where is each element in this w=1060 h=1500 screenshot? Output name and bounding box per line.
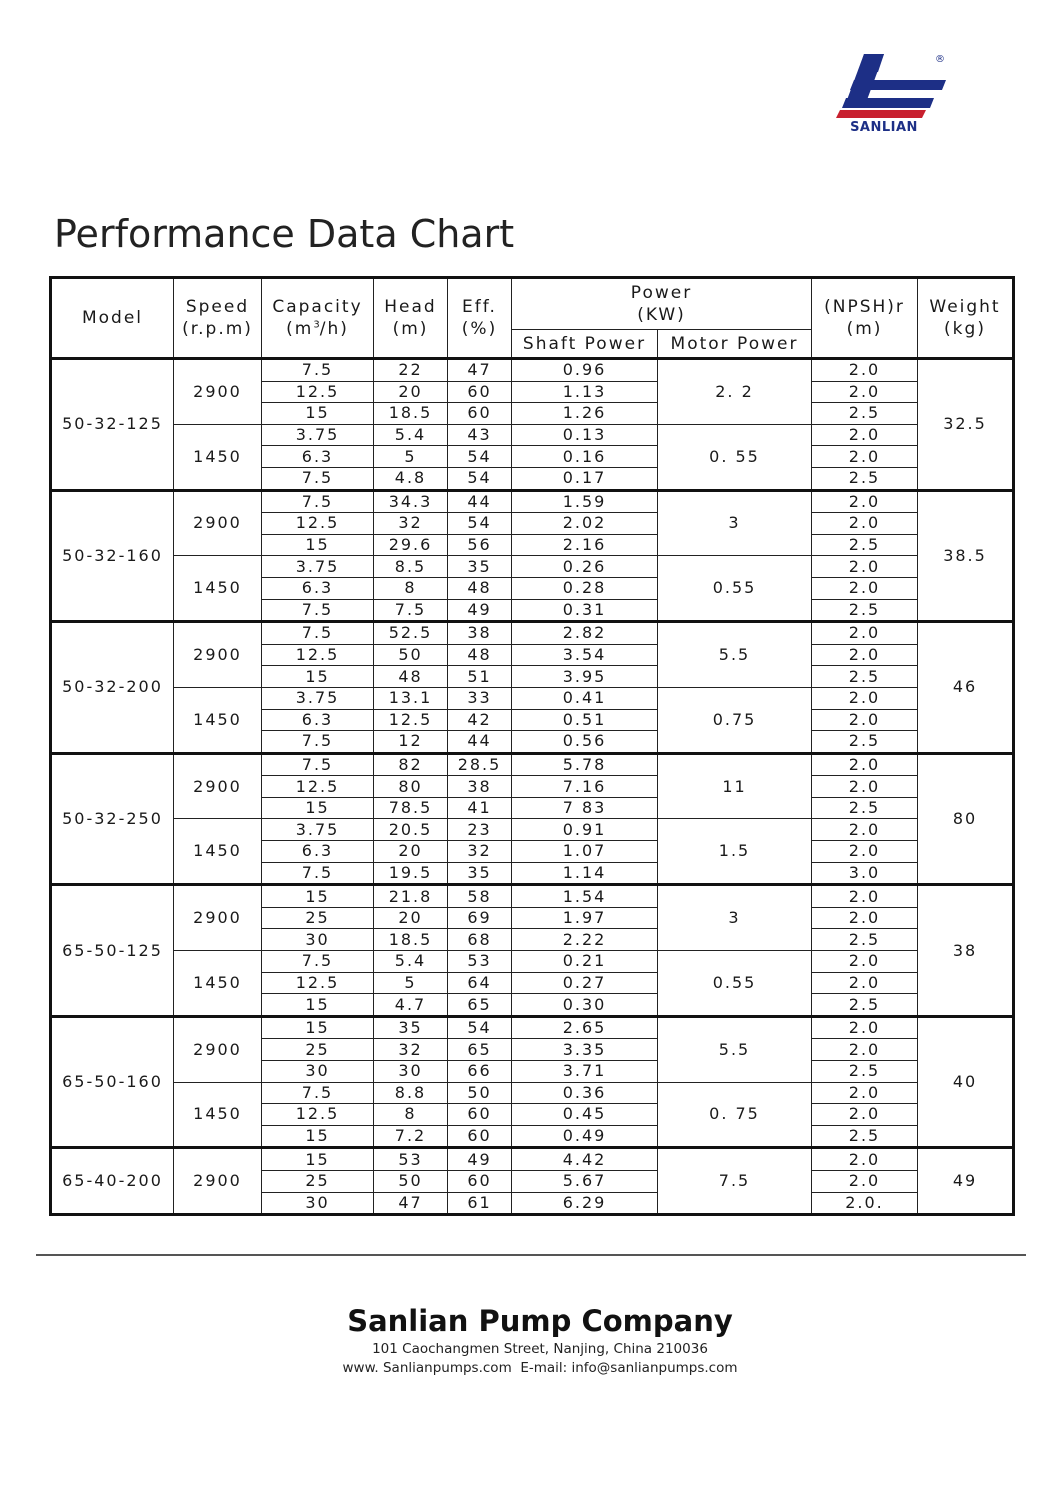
weight-cell: 38 [918,885,1014,1017]
efficiency-cell: 41 [448,797,512,819]
shaft-power-cell: 0.26 [512,556,658,578]
efficiency-cell: 64 [448,972,512,994]
table-row [51,490,1014,513]
model-cell: 50-32-250 [51,753,174,885]
head-cell: 18.5 [374,403,448,425]
head-cell: 82 [374,753,448,776]
head-cell: 47 [374,1192,448,1215]
efficiency-cell: 54 [448,446,512,468]
head-cell: 78.5 [374,797,448,819]
speed-cell: 1450 [174,1082,262,1148]
head-cell: 29.6 [374,534,448,556]
efficiency-cell: 44 [448,731,512,754]
npsh-cell: 2.0 [812,1016,918,1039]
head-cell: 13.1 [374,687,448,709]
model-cell: 65-50-160 [51,1016,174,1148]
shaft-power-cell: 3.95 [512,666,658,688]
head-cell: 35 [374,1016,448,1039]
shaft-power-cell: 0.96 [512,359,658,382]
efficiency-cell: 50 [448,1082,512,1104]
capacity-cell: 15 [262,534,374,556]
efficiency-cell: 61 [448,1192,512,1215]
efficiency-cell: 68 [448,929,512,951]
capacity-cell: 12.5 [262,381,374,403]
npsh-cell: 2.0 [812,1148,918,1171]
efficiency-cell: 56 [448,534,512,556]
capacity-cell: 7.5 [262,862,374,885]
capacity-cell: 15 [262,1148,374,1171]
capacity-cell: 15 [262,797,374,819]
speed-cell: 1450 [174,687,262,753]
shaft-power-cell: 0.49 [512,1125,658,1148]
efficiency-cell: 49 [448,1148,512,1171]
capacity-cell: 7.5 [262,490,374,513]
head-cell: 5 [374,446,448,468]
efficiency-cell: 69 [448,907,512,929]
npsh-cell: 2.0 [812,1170,918,1192]
header-weight: Weight (kg) [918,278,1014,359]
company-address: 101 Caochangmen Street, Nanjing, China 210036 [372,1341,708,1357]
efficiency-cell: 32 [448,841,512,863]
npsh-cell: 2.0 [812,1104,918,1126]
npsh-cell: 2.0 [812,446,918,468]
logo-brand-name: SANLIAN [850,120,918,135]
email-link[interactable]: info@sanlianpumps.com [571,1360,738,1376]
npsh-cell: 2.5 [812,534,918,556]
table-row [51,687,1014,709]
footer [0,1302,1060,1378]
capacity-cell: 6.3 [262,446,374,468]
efficiency-cell: 60 [448,1170,512,1192]
npsh-cell: 2.5 [812,994,918,1017]
weight-cell: 32.5 [918,359,1014,491]
motor-power-cell: 5.5 [658,622,812,688]
efficiency-cell: 65 [448,994,512,1017]
speed-cell: 2900 [174,1016,262,1082]
head-cell: 30 [374,1061,448,1083]
table-row [51,424,1014,446]
motor-power-cell: 3 [658,885,812,951]
npsh-cell: 2.0 [812,1039,918,1061]
npsh-cell: 2.0 [812,622,918,645]
efficiency-cell: 48 [448,644,512,666]
motor-power-cell: 2. 2 [658,359,812,425]
npsh-cell: 2.5 [812,467,918,490]
npsh-cell: 2.0 [812,381,918,403]
table-row [51,951,1014,973]
npsh-cell: 2.5 [812,1061,918,1083]
capacity-cell: 3.75 [262,556,374,578]
shaft-power-cell: 0.16 [512,446,658,468]
head-cell: 19.5 [374,862,448,885]
head-cell: 21.8 [374,885,448,908]
npsh-cell: 2.0 [812,709,918,731]
head-cell: 8.8 [374,1082,448,1104]
website-link[interactable]: Sanlianpumps.com [382,1360,512,1376]
npsh-cell: 2.0 [812,644,918,666]
head-cell: 20 [374,381,448,403]
shaft-power-cell: 0.31 [512,599,658,622]
speed-cell: 2900 [174,753,262,819]
efficiency-cell: 44 [448,490,512,513]
shaft-power-cell: 1.26 [512,403,658,425]
head-cell: 5.4 [374,424,448,446]
weight-cell: 46 [918,622,1014,754]
efficiency-cell: 43 [448,424,512,446]
npsh-cell: 2.5 [812,929,918,951]
shaft-power-cell: 1.54 [512,885,658,908]
table-body [51,359,1014,1215]
capacity-cell: 25 [262,1170,374,1192]
head-cell: 34.3 [374,490,448,513]
table-row [51,622,1014,645]
capacity-cell: 30 [262,1192,374,1215]
shaft-power-cell: 0.41 [512,687,658,709]
efficiency-cell: 35 [448,556,512,578]
efficiency-cell: 60 [448,381,512,403]
shaft-power-cell: 0.91 [512,819,658,841]
npsh-cell: 2.0 [812,907,918,929]
header-head: Head (m) [374,278,448,359]
model-cell: 50-32-160 [51,490,174,622]
capacity-cell: 25 [262,907,374,929]
shaft-power-cell: 0.13 [512,424,658,446]
website-prefix: www. [342,1360,379,1376]
head-cell: 8 [374,1104,448,1126]
capacity-cell: 7.5 [262,753,374,776]
shaft-power-cell: 0.30 [512,994,658,1017]
header-efficiency: Eff. (%) [448,278,512,359]
npsh-cell: 2.0 [812,972,918,994]
motor-power-cell: 1.5 [658,819,812,885]
shaft-power-cell: 2.02 [512,513,658,535]
head-cell: 22 [374,359,448,382]
capacity-cell: 25 [262,1039,374,1061]
efficiency-cell: 23 [448,819,512,841]
npsh-cell: 2.0 [812,951,918,973]
efficiency-cell: 60 [448,403,512,425]
shaft-power-cell: 0.36 [512,1082,658,1104]
npsh-cell: 2.0 [812,1082,918,1104]
npsh-cell: 2.0 [812,841,918,863]
capacity-cell: 6.3 [262,709,374,731]
npsh-cell: 2.0 [812,885,918,908]
table-row [51,753,1014,776]
head-cell: 8 [374,577,448,599]
npsh-cell: 2.5 [812,666,918,688]
motor-power-cell: 3 [658,490,812,556]
head-cell: 20 [374,907,448,929]
shaft-power-cell: 2.82 [512,622,658,645]
shaft-power-cell: 5.78 [512,753,658,776]
npsh-cell: 2.5 [812,403,918,425]
logo-red-stripe [836,110,926,118]
head-cell: 52.5 [374,622,448,645]
capacity-cell: 12.5 [262,644,374,666]
head-cell: 5.4 [374,951,448,973]
capacity-cell: 7.5 [262,359,374,382]
shaft-power-cell: 7.16 [512,776,658,798]
npsh-cell: 3.0 [812,862,918,885]
efficiency-cell: 35 [448,862,512,885]
shaft-power-cell: 0.51 [512,709,658,731]
head-cell: 12.5 [374,709,448,731]
efficiency-cell: 65 [448,1039,512,1061]
npsh-cell: 2.0 [812,490,918,513]
capacity-cell: 12.5 [262,1104,374,1126]
npsh-cell: 2.5 [812,1125,918,1148]
npsh-cell: 2.5 [812,797,918,819]
head-cell: 32 [374,1039,448,1061]
page-title: Performance Data Chart [54,212,515,256]
capacity-cell: 12.5 [262,972,374,994]
efficiency-cell: 66 [448,1061,512,1083]
weight-cell: 49 [918,1148,1014,1215]
shaft-power-cell: 1.97 [512,907,658,929]
capacity-cell: 3.75 [262,424,374,446]
npsh-cell: 2.0 [812,556,918,578]
head-cell: 50 [374,1170,448,1192]
shaft-power-cell: 5.67 [512,1170,658,1192]
npsh-cell: 2.0 [812,819,918,841]
capacity-cell: 30 [262,1061,374,1083]
head-cell: 12 [374,731,448,754]
weight-cell: 40 [918,1016,1014,1148]
npsh-cell: 2.5 [812,599,918,622]
weight-cell: 38.5 [918,490,1014,622]
capacity-cell: 6.3 [262,841,374,863]
model-cell: 65-40-200 [51,1148,174,1215]
motor-power-cell: 0. 75 [658,1082,812,1148]
capacity-cell: 6.3 [262,577,374,599]
head-cell: 4.7 [374,994,448,1017]
head-cell: 7.2 [374,1125,448,1148]
table-row [51,819,1014,841]
shaft-power-cell: 2.65 [512,1016,658,1039]
head-cell: 20.5 [374,819,448,841]
head-cell: 7.5 [374,599,448,622]
head-cell: 32 [374,513,448,535]
capacity-cell: 7.5 [262,731,374,754]
model-cell: 50-32-125 [51,359,174,491]
shaft-power-cell: 1.14 [512,862,658,885]
head-cell: 5 [374,972,448,994]
efficiency-cell: 33 [448,687,512,709]
shaft-power-cell: 0.17 [512,467,658,490]
header-capacity: Capacity $(m^3/h)$ [262,278,374,359]
shaft-power-cell: 3.54 [512,644,658,666]
shaft-power-cell: 1.07 [512,841,658,863]
capacity-cell: 7.5 [262,951,374,973]
efficiency-cell: 60 [448,1104,512,1126]
shaft-power-cell: 0.27 [512,972,658,994]
header-npsh: (NPSH)r (m) [812,278,918,359]
speed-cell: 2900 [174,622,262,688]
table-row [51,1148,1014,1171]
efficiency-cell: 51 [448,666,512,688]
npsh-cell: 2.5 [812,731,918,754]
npsh-cell: 2.0 [812,776,918,798]
speed-cell: 1450 [174,556,262,622]
speed-cell: 2900 [174,1148,262,1215]
efficiency-cell: 60 [448,1125,512,1148]
efficiency-cell: 38 [448,622,512,645]
capacity-cell: 3.75 [262,687,374,709]
speed-cell: 1450 [174,424,262,490]
header-shaft-power: Shaft Power [512,330,658,359]
npsh-cell: 2.0 [812,424,918,446]
efficiency-cell: 38 [448,776,512,798]
capacity-cell: 15 [262,666,374,688]
head-cell: 20 [374,841,448,863]
motor-power-cell: 0.75 [658,687,812,753]
bottom-divider [36,1254,1026,1256]
header-motor-power: Motor Power [658,330,812,359]
speed-cell: 1450 [174,819,262,885]
registered-mark: ® [935,54,945,65]
motor-power-cell: 11 [658,753,812,819]
shaft-power-cell: 1.59 [512,490,658,513]
shaft-power-cell: 1.13 [512,381,658,403]
header-speed: Speed (r.p.m) [174,278,262,359]
email-label: E-mail: [520,1360,568,1376]
efficiency-cell: 53 [448,951,512,973]
model-cell: 65-50-125 [51,885,174,1017]
npsh-cell: 2.0 [812,577,918,599]
shaft-power-cell: 7 83 [512,797,658,819]
capacity-cell: 15 [262,1016,374,1039]
model-cell: 50-32-200 [51,622,174,754]
shaft-power-cell: 4.42 [512,1148,658,1171]
motor-power-cell: 0. 55 [658,424,812,490]
motor-power-cell: 0.55 [658,951,812,1017]
npsh-cell: 2.0 [812,513,918,535]
motor-power-cell: 7.5 [658,1148,812,1215]
table-row [51,556,1014,578]
header-power: Power (KW) [512,278,812,330]
shaft-power-cell: 0.45 [512,1104,658,1126]
head-cell: 18.5 [374,929,448,951]
shaft-power-cell: 0.56 [512,731,658,754]
motor-power-cell: 0.55 [658,556,812,622]
shaft-power-cell: 3.35 [512,1039,658,1061]
header-model: Model [51,278,174,359]
speed-cell: 2900 [174,885,262,951]
efficiency-cell: 54 [448,467,512,490]
capacity-cell: 30 [262,929,374,951]
shaft-power-cell: 6.29 [512,1192,658,1215]
table-row [51,1082,1014,1104]
table-row [51,885,1014,908]
capacity-cell: 7.5 [262,622,374,645]
efficiency-cell: 48 [448,577,512,599]
motor-power-cell: 5.5 [658,1016,812,1082]
head-cell: 80 [374,776,448,798]
head-cell: 4.8 [374,467,448,490]
contact-line [0,1359,1060,1378]
speed-cell: 2900 [174,490,262,556]
company-name: Sanlian Pump Company [347,1304,733,1338]
speed-cell: 2900 [174,359,262,425]
npsh-cell: 2.0 [812,359,918,382]
shaft-power-cell: 2.22 [512,929,658,951]
performance-data-table [49,276,1015,1216]
capacity-cell: 7.5 [262,599,374,622]
capacity-cell: 3.75 [262,819,374,841]
head-cell: 50 [374,644,448,666]
efficiency-cell: 54 [448,513,512,535]
shaft-power-cell: 0.28 [512,577,658,599]
capacity-cell: 15 [262,1125,374,1148]
efficiency-cell: 42 [448,709,512,731]
efficiency-cell: 49 [448,599,512,622]
npsh-cell: 2.0. [812,1192,918,1215]
efficiency-cell: 28.5 [448,753,512,776]
weight-cell: 80 [918,753,1014,885]
npsh-cell: 2.0 [812,753,918,776]
efficiency-cell: 54 [448,1016,512,1039]
table-row [51,1016,1014,1039]
table-row [51,359,1014,382]
speed-cell: 1450 [174,951,262,1017]
efficiency-cell: 58 [448,885,512,908]
npsh-cell: 2.0 [812,687,918,709]
head-cell: 8.5 [374,556,448,578]
shaft-power-cell: 3.71 [512,1061,658,1083]
capacity-cell: 15 [262,994,374,1017]
capacity-cell: 12.5 [262,776,374,798]
head-cell: 53 [374,1148,448,1171]
shaft-power-cell: 0.21 [512,951,658,973]
capacity-cell: 12.5 [262,513,374,535]
head-cell: 48 [374,666,448,688]
capacity-cell: 15 [262,885,374,908]
efficiency-cell: 47 [448,359,512,382]
capacity-cell: 7.5 [262,1082,374,1104]
capacity-cell: 15 [262,403,374,425]
capacity-cell: 7.5 [262,467,374,490]
shaft-power-cell: 2.16 [512,534,658,556]
